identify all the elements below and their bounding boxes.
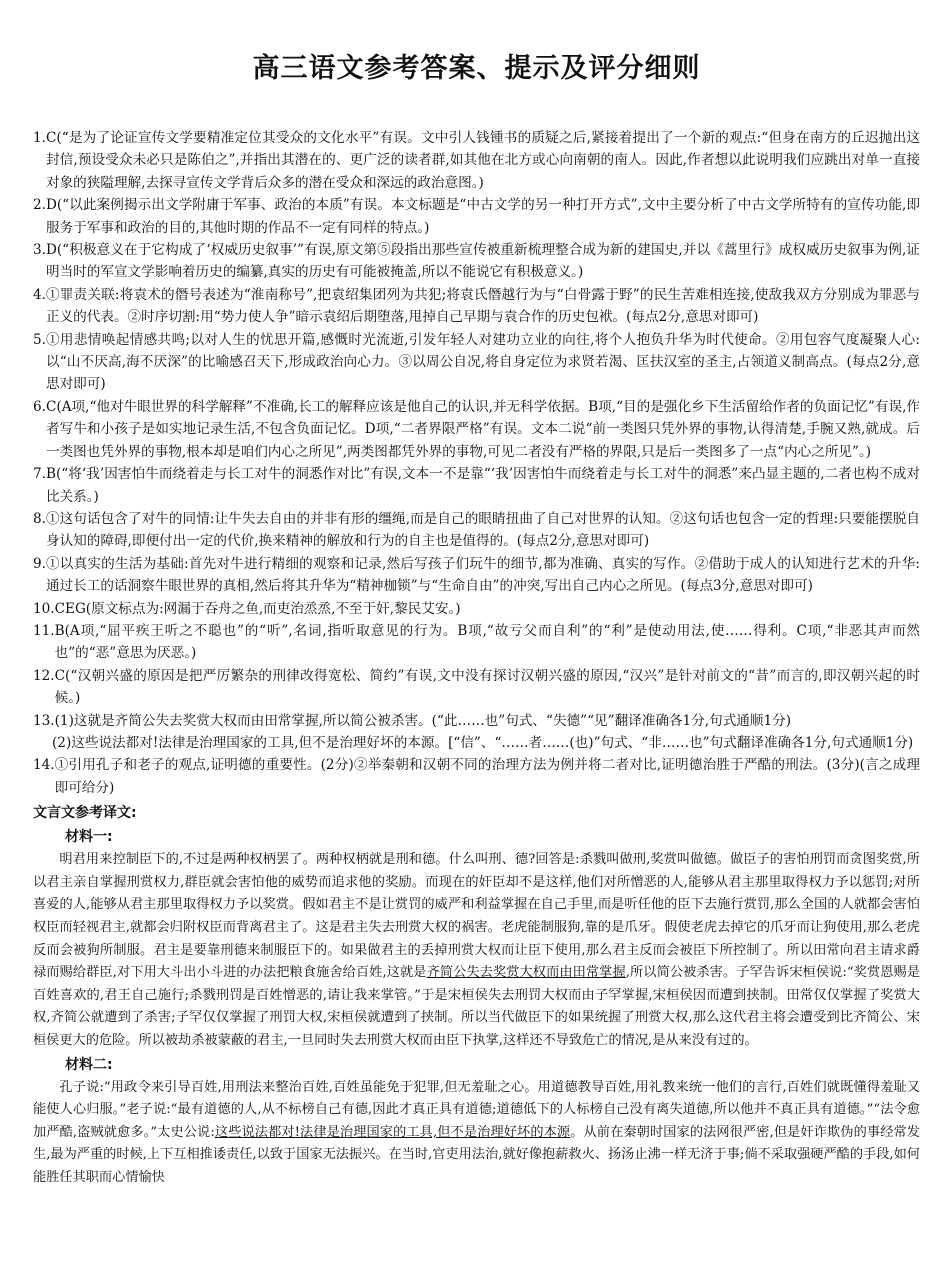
page-title: 高三语文参考答案、提示及评分细则 <box>252 53 701 84</box>
material-two-part-a: 孔子说:“用政令来引导百姓,用刑法来整治百姓,百姓虽能免于犯罪,但无羞耻之心。用道德教导百姓,用礼教来统一他们的言行,百姓们就既懂得羞耻又能使人心归服。”老子说:“最有道德的人,从不标榜自己有德,因此才真正具有道德;道德低下的人标榜自己没有离失道德,所以他并不真正具有道德。”“法令愈加严酷,盗贼就愈多。”太史公说: <box>33 1079 920 1140</box>
answer-text: ①用悲情唤起情感共鸣;以对人生的忧思开篇,感慨时光流逝,引发年轻人对建功立业的向往,将个人抱负升华为时代使命。②用包容气度凝聚人心:以“山不厌高,海不厌深”的比喻感召天下,形成政治向心力。③以周公自况,将自身定位为求贤若渴、匡扶汉室的圣主,占领道义制高点。(每点2分,意思对即可) <box>45 331 920 393</box>
material-one-part-b: ,所以简公被杀害。子罕告诉宋桓侯说:“奖赏恩赐是百姓喜欢的,君王自己施行;杀戮刑罚是百姓憎恶的,请让我来掌管。”于是宋桓侯失去刑罚大权而由子罕掌握,宋桓侯因而遭到挟制。田常仅仅掌握了奖赏大权,齐简公就遭到了杀害;子罕仅仅掌握了刑罚大权,宋桓侯就遭到了挟制。所以当代做臣下的如果统握了刑赏大权,那么这代君主将会遭受到比齐简公、宋桓侯更大的危险。所以被劫杀被蒙蔽的君主,一旦同时失去刑赏大权而由臣下执掌,这样还不导致危亡的情况,是从来没有过的。 <box>33 965 921 1048</box>
answer-item <box>33 598 920 620</box>
answer-text: B(“将‘我’因害怕牛而绕着走与长工对牛的洞悉作对比”有误,文本一不是靠“‘我’因害怕牛而绕着走与长工对牛的洞悉”来凸显主题的,二者也构不成对比关系。) <box>45 466 920 505</box>
answer-text: ①引用孔子和老子的观点,证明德的重要性。(2分)②举秦朝和汉朝不同的治理方法为例并将二者对比,证明德治胜于严酷的刑法。(3分)(言之成理即可给分) <box>54 757 920 796</box>
answer-number: 4. <box>33 286 46 303</box>
answer-item <box>33 329 920 396</box>
answer-number: 11. <box>33 622 55 639</box>
material-one-underlined: 齐简公失去奖赏大权而由田常掌握 <box>426 965 626 981</box>
answer-number: 14. <box>33 757 55 774</box>
answer-item-13-part2 <box>52 732 920 754</box>
answer-item <box>33 620 920 665</box>
answer-item-14 <box>33 754 920 799</box>
answer-number: 10. <box>33 600 55 617</box>
answer-number: 3. <box>33 242 46 259</box>
answer-text: (1)这就是齐简公失去奖赏大权而由田常掌握,所以简公被杀害。(“此……也”句式、“失德”“见”翻译准确各1分,句式通顺1分) <box>54 712 792 729</box>
material-one-title: 材料一: <box>65 829 113 846</box>
answer-text: ①罪责关联:将袁术的僭号表述为“淮南称号”,把袁绍集团列为共犯;将袁氏僭越行为与“白骨露于野”的民生苦难相连接,使敌我双方分别成为罪恶与正义的代表。②时序切割:用“势力使人争”暗示袁绍后期堕落,甩掉自己早期与袁合作的历史包袱。(每点2分,意思对即可) <box>45 286 920 326</box>
material-two-part-b: 。从前在秦朝时国家的法网很严密,但是奸诈欺伪的事经常发生,最为严重的时候,上下互相推诿责任,以致于国家无法振兴。在当时,官吏用法治,就好像抱薪救火、扬汤止沸一样无济于事;倘不采取强硬严酷的手段,如何能胜任其职而心情愉快 <box>33 1124 920 1185</box>
material-one-text <box>33 849 920 1052</box>
answer-item <box>33 284 920 329</box>
answer-item <box>33 508 920 553</box>
answer-item <box>33 127 920 194</box>
translation-heading: 文言文参考译文: <box>33 805 137 822</box>
answer-item <box>33 194 920 239</box>
answer-text: (2)这些说法都对!法律是治理国家的工具,但不是治理好坏的本源。[“信”、“……者……(也)”句式、“非……也”句式翻译准确各1分,句式通顺1分) <box>52 734 914 751</box>
answer-number: 5. <box>33 331 46 348</box>
answer-number: 1. <box>33 130 46 146</box>
material-two-text <box>33 1077 920 1190</box>
answer-number: 12. <box>33 667 55 684</box>
answer-number: 7. <box>33 466 46 483</box>
answer-item <box>33 239 920 284</box>
answer-number: 2. <box>33 197 46 214</box>
answer-item <box>33 396 920 463</box>
material-two-underlined: 这些说法都对!法律是治理国家的工具,但不是治理好坏的本源 <box>214 1124 571 1140</box>
answer-text: CEG(原文标点为:网漏于吞舟之鱼,而吏治烝烝,不至于奸,黎民艾安。) <box>54 600 461 617</box>
answer-item-13 <box>33 710 920 732</box>
answer-text: C(“是为了论证宣传文学要精准定位其受众的文化水平”有误。文中引人钱锺书的质疑之后,紧接着提出了一个新的观点:“但身在南方的丘迟抛出这封信,预设受众未必只是陈伯之”,并指出其潜在的、更广泛的读者群,如其他在北方或心向南朝的南人。因此,作者想以此说明我们应跳出对单一直接对象的狭隘理解,去探寻宣传文学背后众多的潜在受众和深远的政治意图。) <box>45 130 920 191</box>
answer-text: D(“积极意义在于它构成了‘权威历史叙事’”有误,原文第⑤段指出那些宣传被重新梳理整合成为新的建国史,并以《蒿里行》成权威历史叙事为例,证明当时的军宣文学影响着历史的编纂,真实的历史有可能被掩盖,所以不能说它有积极意义。) <box>45 242 920 281</box>
answer-number: 6. <box>33 398 46 415</box>
answer-number: 9. <box>33 555 46 572</box>
answer-item <box>33 665 920 710</box>
answer-item <box>33 553 920 598</box>
answer-text: C(“汉朝兴盛的原因是把严厉繁杂的刑律改得宽松、简约”有误,文中没有探讨汉朝兴盛的原因,“汉兴”是针对前文的“昔”而言的,即汉朝兴起的时候。) <box>54 667 920 707</box>
material-one-part-a: 明君用来控制臣下的,不过是两种权柄罢了。两种权柄就是刑和德。什么叫刑、德?回答是:杀戮叫做刑,奖赏叫做德。做臣子的害怕刑罚而贪图奖赏,所以君主亲自掌握刑赏权力,群臣就会害怕他的威势而追求他的奖励。而现在的奸臣却不是这样,他们对所憎恶的人,能够从君主那里取得权力予以惩罚;对所喜爱的人,能够从君主那里取得权力予以奖赏。假如君主不是让赏罚的威严和利益掌握在自己手里,而是听任他的臣下去施行赏罚,那么全国的人就都会害怕权臣而轻视君主,就都会归附权臣而背离君主了。这是君主失去刑赏大权的祸害。老虎能制服狗,靠的是爪牙。假使老虎去掉它的爪牙而让狗使用,那么老虎反而会被狗所制服。君主是要靠刑德来制服臣下的。如果做君主的丢掉刑赏大权而让臣下使用,那么君主反而会被臣下所控制了。所以田常向君主请求爵禄而赐给群臣,对下用大斗出小斗进的办法把粮食施舍给百姓,这就是 <box>33 852 920 981</box>
answer-text: B(A项,“屈平疾王听之不聪也”的“听”,名词,指听取意见的行为。B项,“故亏父而自利”的“利”是使动用法,使……得利。C项,“非恶其声而然也”的“恶”意思为厌恶。) <box>54 622 920 662</box>
material-two-title: 材料二: <box>65 1056 113 1073</box>
answer-text: C(A项,“他对牛眼世界的科学解释”不准确,长工的解释应该是他自己的认识,并无科学依据。B项,“目的是强化乡下生活留给作者的负面记忆”有误,作者写牛和小孩子是如实地记录生活,不包含负面记忆。D项,“二者界限严格”有误。文本二说“前一类图只凭外界的事物,认得清楚,手腕又熟,就成。后一类图也凭外界的事物,根本却是咱们内心之所见”,两类图都凭外界的事物,可见二者没有严格的界限,只是后一类图多了一点“内心之所见”。) <box>45 398 920 460</box>
answer-item <box>33 463 920 508</box>
answer-number: 13. <box>33 712 55 729</box>
answer-text: D(“以此案例揭示出文学附庸于军事、政治的本质”有误。本文标题是“中古文学的另一种打开方式”,文中主要分析了中古文学所特有的宣传功能,即服务于军事和政治的目的,其他时期的作品不一定有同样的特点。) <box>45 197 920 236</box>
answer-list <box>33 127 920 799</box>
answer-number: 8. <box>33 510 46 527</box>
answer-text: ①这句话包含了对牛的同情:让牛失去自由的并非有形的缰绳,而是自己的眼睛扭曲了自己对世界的认知。②这句话也包含一定的哲理:只要能摆脱自身认知的障碍,即便付出一定的代价,换来精神的解放和行为的自主也是值得的。(每点2分,意思对即可) <box>45 510 920 550</box>
answer-text: ①以真实的生活为基础:首先对牛进行精细的观察和记录,然后写孩子们玩牛的细节,都为准确、真实的写作。②借助于成人的认知进行艺术的升华:通过长工的话洞察牛眼世界的真相,然后将其升华为“精神枷锁”与“生命自由”的冲突,写出自己内心之所见。(每点3分,意思对即可) <box>45 555 920 595</box>
